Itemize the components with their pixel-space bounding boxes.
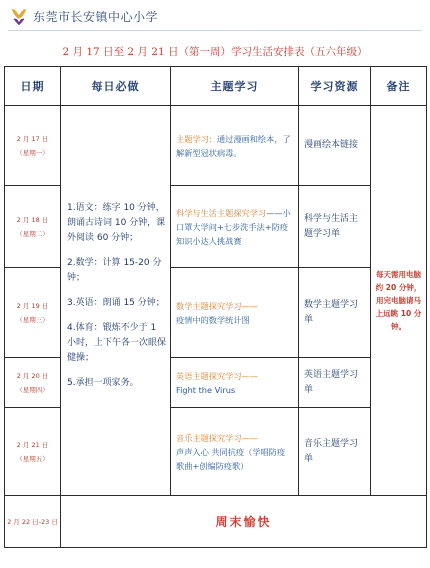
header-divider <box>8 30 422 31</box>
theme-cell <box>171 408 299 496</box>
resource-cell: 音乐主题学习单 <box>299 408 371 496</box>
theme-cell <box>171 268 299 358</box>
header-resource: 学习资源 <box>299 67 371 106</box>
date-cell <box>5 358 61 408</box>
date-text: 2 月 19 日 <box>16 301 49 310</box>
weekday-text: （星期一） <box>16 148 49 157</box>
date-text: 2 月 17 日 <box>16 134 49 143</box>
weekend-row <box>5 496 427 548</box>
resource-cell: 数学主题学习单 <box>299 268 371 358</box>
date-cell <box>5 186 61 268</box>
weekend-label: 周末愉快 <box>61 496 427 548</box>
date-cell <box>5 408 61 496</box>
table-row <box>5 106 427 186</box>
document-title: 2 月 17 日至 2 月 21 日（第一周）学习生活安排表（五六年级） <box>62 46 368 58</box>
daily-tasks-cell <box>61 106 171 496</box>
theme-text: 疫情中的数学统计图 <box>176 314 250 325</box>
daily-task-item: 5.承担一项家务。 <box>67 377 139 388</box>
daily-task-item: 3.英语：朗诵 15 分钟； <box>67 297 165 308</box>
weekday-text: （星期五） <box>16 454 49 463</box>
header-theme: 主题学习 <box>171 67 299 106</box>
weekday-text: （星期二） <box>16 229 49 238</box>
daily-task-item: 4.体育：锻炼不少于 1 小时，上下午各一次眼保健操； <box>67 322 167 363</box>
weekday-text: （星期三） <box>16 315 49 324</box>
resource-cell: 英语主题学习单 <box>299 358 371 408</box>
school-logo-icon <box>8 6 30 28</box>
theme-cell <box>171 106 299 186</box>
theme-label: 科学与生活主题探究学习 <box>176 207 267 218</box>
date-text: 2 月 21 日 <box>16 440 49 449</box>
weekend-date-cell: 2 月 22 日-23 日 <box>5 496 61 548</box>
theme-text: Fight the Virus <box>176 384 236 395</box>
theme-label: 英语主题探究学习—— <box>176 370 258 381</box>
weekday-text: （星期四） <box>16 385 49 394</box>
page-header <box>0 0 430 40</box>
theme-cell <box>171 186 299 268</box>
schedule-table <box>4 66 427 548</box>
daily-task-item: 1.语文：练字 10 分钟，朗诵古诗词 10 分钟，课外阅读 60 分钟； <box>67 202 166 243</box>
date-text: 2 月 20 日 <box>16 371 49 380</box>
daily-task-item: 2.数学：计算 15-20 分钟； <box>67 257 162 283</box>
theme-text: 通过漫画和绘本，了解新型冠状病毒。 <box>176 133 291 158</box>
theme-label: 音乐主题探究学习—— <box>176 432 258 443</box>
resource-cell: 科学与生活主题学习单 <box>299 186 371 268</box>
theme-text: 声声入心 共同抗疫（学唱防疫歌曲+创编防疫歌） <box>176 446 286 471</box>
header-daily: 每日必做 <box>61 67 171 106</box>
date-text: 2 月 18 日 <box>16 215 49 224</box>
school-name: 东莞市长安镇中心小学 <box>33 10 159 24</box>
theme-cell <box>171 358 299 408</box>
date-cell <box>5 106 61 186</box>
date-cell <box>5 268 61 358</box>
note-cell: 每天需用电脑约 20 分钟，用完电脑请马上远眺 10 分钟。 <box>371 106 427 496</box>
header-date: 日期 <box>5 67 61 106</box>
theme-label: 数学主题探究学习—— <box>176 300 258 311</box>
theme-label: 主题学习： <box>176 133 217 144</box>
header-note: 备注 <box>371 67 427 106</box>
resource-cell: 漫画绘本链接 <box>299 106 371 186</box>
header-row <box>5 67 427 106</box>
theme-text: ——小口罩大学问+七步洗手法+防疫知识小达人挑战赛 <box>176 207 291 246</box>
